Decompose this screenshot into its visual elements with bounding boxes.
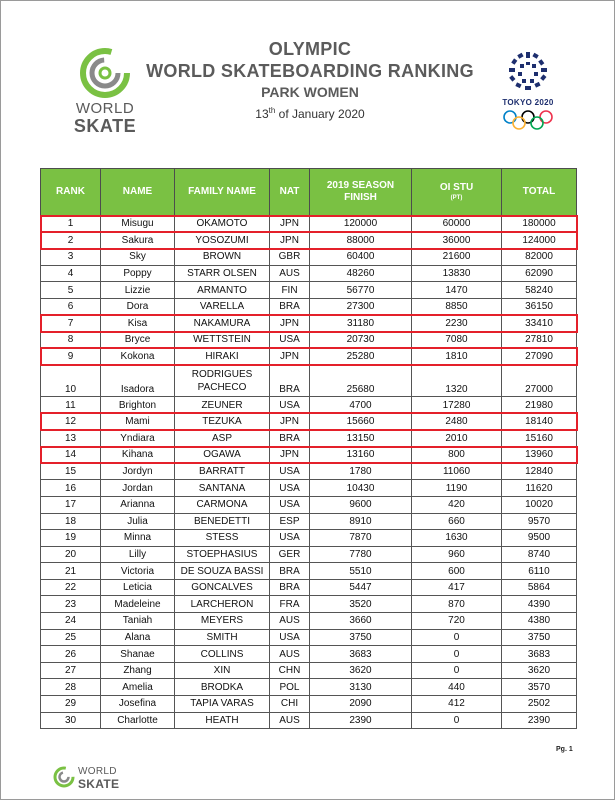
cell-oi-stu: 440 [412, 679, 502, 696]
cell-rank: 9 [41, 348, 101, 365]
cell-name: Jordan [101, 480, 175, 497]
cell-rank: 24 [41, 613, 101, 630]
cell-family-name: STARR OLSEN [175, 265, 270, 282]
ranking-table [40, 168, 577, 729]
cell-season-finish: 120000 [310, 216, 412, 233]
cell-nat: USA [270, 629, 310, 646]
cell-oi-stu: 8850 [412, 298, 502, 315]
cell-nat: AUS [270, 646, 310, 663]
cell-name: Amelia [101, 679, 175, 696]
cell-season-finish: 1780 [310, 463, 412, 480]
table-row [41, 563, 577, 580]
table-row [41, 662, 577, 679]
cell-season-finish: 7780 [310, 546, 412, 563]
cell-family-name: BROWN [175, 249, 270, 266]
cell-season-finish: 31180 [310, 315, 412, 332]
cell-season-finish: 48260 [310, 265, 412, 282]
cell-total: 10020 [502, 496, 577, 513]
table-row [41, 232, 577, 249]
table-row [41, 613, 577, 630]
cell-family-name: YOSOZUMI [175, 232, 270, 249]
cell-oi-stu: 412 [412, 696, 502, 713]
table-row [41, 513, 577, 530]
ranking-table-wrap [40, 168, 576, 729]
cell-name: Poppy [101, 265, 175, 282]
table-row [41, 579, 577, 596]
cell-name: Bryce [101, 332, 175, 349]
cell-season-finish: 3660 [310, 613, 412, 630]
cell-oi-stu: 1320 [412, 365, 502, 397]
cell-family-name: VARELLA [175, 298, 270, 315]
cell-oi-stu: 1630 [412, 530, 502, 547]
cell-family-name: OGAWA [175, 447, 270, 464]
cell-family-name: SANTANA [175, 480, 270, 497]
world-skate-logo [60, 45, 150, 140]
footer-logo-skate: SKATE [78, 777, 120, 791]
logo-word-skate: SKATE [73, 116, 137, 136]
header-oi-label: OI STU [439, 182, 474, 193]
cell-oi-stu: 0 [412, 646, 502, 663]
cell-nat: USA [270, 463, 310, 480]
cell-nat: BRA [270, 365, 310, 397]
cell-nat: USA [270, 397, 310, 414]
cell-season-finish: 5510 [310, 563, 412, 580]
cell-nat: JPN [270, 447, 310, 464]
title-olympic: OLYMPIC [268, 39, 352, 59]
cell-season-finish: 13160 [310, 447, 412, 464]
cell-season-finish: 8910 [310, 513, 412, 530]
cell-total: 9500 [502, 530, 577, 547]
cell-rank: 6 [41, 298, 101, 315]
cell-name: Sakura [101, 232, 175, 249]
cell-family-name: NAKAMURA [175, 315, 270, 332]
cell-total: 6110 [502, 563, 577, 580]
cell-total: 15160 [502, 430, 577, 447]
cell-total: 36150 [502, 298, 577, 315]
cell-season-finish: 3750 [310, 629, 412, 646]
table-row [41, 216, 577, 233]
cell-oi-stu: 60000 [412, 216, 502, 233]
cell-total: 3570 [502, 679, 577, 696]
cell-season-finish: 88000 [310, 232, 412, 249]
cell-oi-stu: 21600 [412, 249, 502, 266]
cell-name: Julia [101, 513, 175, 530]
cell-season-finish: 60400 [310, 249, 412, 266]
cell-oi-stu: 1810 [412, 348, 502, 365]
cell-family-name: COLLINS [175, 646, 270, 663]
cell-nat: CHI [270, 696, 310, 713]
cell-name: Lizzie [101, 282, 175, 299]
table-row [41, 282, 577, 299]
cell-season-finish: 2390 [310, 712, 412, 729]
cell-total: 4390 [502, 596, 577, 613]
cell-name: Mami [101, 413, 175, 430]
cell-family-name: WETTSTEIN [175, 332, 270, 349]
table-row [41, 249, 577, 266]
cell-oi-stu: 17280 [412, 397, 502, 414]
cell-nat: JPN [270, 315, 310, 332]
cell-name: Shanae [101, 646, 175, 663]
cell-total: 5864 [502, 579, 577, 596]
cell-season-finish: 13150 [310, 430, 412, 447]
cell-name: Brighton [101, 397, 175, 414]
table-header-row [41, 169, 577, 216]
cell-name: Victoria [101, 563, 175, 580]
cell-season-finish: 4700 [310, 397, 412, 414]
cell-nat: USA [270, 480, 310, 497]
cell-name: Jordyn [101, 463, 175, 480]
cell-nat: JPN [270, 216, 310, 233]
cell-rank: 8 [41, 332, 101, 349]
cell-oi-stu: 1190 [412, 480, 502, 497]
cell-nat: CHN [270, 662, 310, 679]
world-skate-swirl-icon [60, 45, 150, 101]
cell-family-name: BRODKA [175, 679, 270, 696]
cell-nat: USA [270, 496, 310, 513]
cell-rank: 11 [41, 397, 101, 414]
cell-oi-stu: 800 [412, 447, 502, 464]
cell-nat: BRA [270, 298, 310, 315]
cell-oi-stu: 600 [412, 563, 502, 580]
cell-rank: 28 [41, 679, 101, 696]
cell-season-finish: 9600 [310, 496, 412, 513]
cell-rank: 19 [41, 530, 101, 547]
cell-oi-stu: 960 [412, 546, 502, 563]
cell-rank: 20 [41, 546, 101, 563]
cell-name: Leticia [101, 579, 175, 596]
cell-total: 13960 [502, 447, 577, 464]
tokyo-2020-logo [492, 50, 564, 135]
tokyo-2020-text: TOKYO 2020 [502, 98, 554, 107]
cell-nat: BRA [270, 579, 310, 596]
cell-name: Charlotte [101, 712, 175, 729]
cell-name: Sky [101, 249, 175, 266]
cell-oi-stu: 2010 [412, 430, 502, 447]
cell-total: 62090 [502, 265, 577, 282]
cell-rank: 23 [41, 596, 101, 613]
cell-family-name: STESS [175, 530, 270, 547]
cell-rank: 15 [41, 463, 101, 480]
cell-season-finish: 2090 [310, 696, 412, 713]
cell-rank: 29 [41, 696, 101, 713]
cell-season-finish: 56770 [310, 282, 412, 299]
cell-name: Minna [101, 530, 175, 547]
cell-total: 9570 [502, 513, 577, 530]
table-row [41, 546, 577, 563]
cell-oi-stu: 36000 [412, 232, 502, 249]
cell-nat: BRA [270, 563, 310, 580]
cell-total: 33410 [502, 315, 577, 332]
olympic-rings-icon [492, 110, 564, 130]
date-suffix-sup: th [268, 106, 276, 115]
cell-rank: 30 [41, 712, 101, 729]
cell-season-finish: 27300 [310, 298, 412, 315]
cell-oi-stu: 660 [412, 513, 502, 530]
header-nat: NAT [270, 169, 310, 216]
table-row [41, 496, 577, 513]
header-name: NAME [101, 169, 175, 216]
cell-rank: 17 [41, 496, 101, 513]
cell-total: 21980 [502, 397, 577, 414]
cell-rank: 2 [41, 232, 101, 249]
cell-season-finish: 3620 [310, 662, 412, 679]
cell-total: 180000 [502, 216, 577, 233]
cell-name: Kihana [101, 447, 175, 464]
table-row [41, 315, 577, 332]
cell-oi-stu: 720 [412, 613, 502, 630]
title-block [140, 38, 480, 123]
footer-world-skate-logo [52, 763, 132, 793]
table-row [41, 712, 577, 729]
cell-family-name: BARRATT [175, 463, 270, 480]
cell-name: Isadora [101, 365, 175, 397]
cell-rank: 26 [41, 646, 101, 663]
cell-family-name: BENEDETTI [175, 513, 270, 530]
cell-rank: 3 [41, 249, 101, 266]
cell-name: Taniah [101, 613, 175, 630]
header-family-name: FAMILY NAME [175, 169, 270, 216]
cell-oi-stu: 1470 [412, 282, 502, 299]
cell-family-name: SMITH [175, 629, 270, 646]
table-row [41, 696, 577, 713]
table-row [41, 397, 577, 414]
cell-name: Kisa [101, 315, 175, 332]
cell-name: Kokona [101, 348, 175, 365]
cell-total: 124000 [502, 232, 577, 249]
cell-family-name: DE SOUZA BASSI [175, 563, 270, 580]
table-row [41, 629, 577, 646]
cell-oi-stu: 0 [412, 662, 502, 679]
cell-family-name: TEZUKA [175, 413, 270, 430]
cell-oi-stu: 7080 [412, 332, 502, 349]
cell-season-finish: 20730 [310, 332, 412, 349]
cell-season-finish: 3683 [310, 646, 412, 663]
cell-family-name: OKAMOTO [175, 216, 270, 233]
cell-family-name: ZEUNER [175, 397, 270, 414]
table-row [41, 679, 577, 696]
cell-name: Madeleine [101, 596, 175, 613]
cell-oi-stu: 2230 [412, 315, 502, 332]
cell-rank: 13 [41, 430, 101, 447]
cell-name: Dora [101, 298, 175, 315]
cell-family-name: XIN [175, 662, 270, 679]
cell-total: 2502 [502, 696, 577, 713]
cell-nat: FRA [270, 596, 310, 613]
cell-rank: 25 [41, 629, 101, 646]
subtitle-park-women: PARK WOMEN [261, 84, 359, 100]
table-row [41, 596, 577, 613]
cell-season-finish: 10430 [310, 480, 412, 497]
header-oi-sub: (PT) [450, 195, 463, 201]
cell-total: 27810 [502, 332, 577, 349]
cell-nat: JPN [270, 232, 310, 249]
cell-season-finish: 3130 [310, 679, 412, 696]
cell-family-name: HIRAKI [175, 348, 270, 365]
cell-family-name: TAPIA VARAS [175, 696, 270, 713]
date-day: 13 [255, 107, 269, 121]
cell-rank: 27 [41, 662, 101, 679]
cell-nat: AUS [270, 265, 310, 282]
table-row [41, 430, 577, 447]
cell-oi-stu: 870 [412, 596, 502, 613]
cell-total: 82000 [502, 249, 577, 266]
cell-family-name: MEYERS [175, 613, 270, 630]
cell-season-finish: 15660 [310, 413, 412, 430]
table-row [41, 480, 577, 497]
logo-word-world: WORLD [75, 100, 135, 117]
cell-rank: 1 [41, 216, 101, 233]
cell-nat: ESP [270, 513, 310, 530]
footer-logo-world: WORLD [78, 766, 117, 777]
cell-total: 3620 [502, 662, 577, 679]
cell-name: Misugu [101, 216, 175, 233]
cell-total: 58240 [502, 282, 577, 299]
cell-nat: GER [270, 546, 310, 563]
cell-nat: JPN [270, 413, 310, 430]
tokyo-2020-emblem-icon [492, 50, 564, 98]
cell-rank: 22 [41, 579, 101, 596]
cell-season-finish: 25680 [310, 365, 412, 397]
cell-name: Yndiara [101, 430, 175, 447]
header-total: TOTAL [502, 169, 577, 216]
cell-total: 3683 [502, 646, 577, 663]
cell-name: Josefina [101, 696, 175, 713]
cell-season-finish: 5447 [310, 579, 412, 596]
cell-total: 2390 [502, 712, 577, 729]
cell-family-name: RODRIGUES PACHECO [175, 365, 270, 397]
cell-rank: 18 [41, 513, 101, 530]
cell-family-name: GONCALVES [175, 579, 270, 596]
cell-total: 11620 [502, 480, 577, 497]
header-season: 2019 SEASON FINISH [310, 169, 412, 216]
cell-nat: USA [270, 332, 310, 349]
date-rest: of January 2020 [275, 107, 365, 121]
cell-total: 27090 [502, 348, 577, 365]
table-row [41, 447, 577, 464]
cell-season-finish: 25280 [310, 348, 412, 365]
cell-family-name: CARMONA [175, 496, 270, 513]
cell-total: 18140 [502, 413, 577, 430]
header-oi-stu [412, 169, 502, 216]
cell-nat: AUS [270, 613, 310, 630]
table-row [41, 348, 577, 365]
cell-family-name: LARCHERON [175, 596, 270, 613]
cell-nat: GBR [270, 249, 310, 266]
cell-family-name: HEATH [175, 712, 270, 729]
cell-name: Zhang [101, 662, 175, 679]
table-row [41, 298, 577, 315]
cell-oi-stu: 0 [412, 629, 502, 646]
cell-oi-stu: 0 [412, 712, 502, 729]
table-row [41, 463, 577, 480]
cell-name: Arianna [101, 496, 175, 513]
cell-rank: 7 [41, 315, 101, 332]
cell-name: Lilly [101, 546, 175, 563]
title-ranking: WORLD SKATEBOARDING RANKING [146, 61, 474, 81]
cell-total: 4380 [502, 613, 577, 630]
table-row [41, 332, 577, 349]
table-row [41, 646, 577, 663]
cell-oi-stu: 417 [412, 579, 502, 596]
cell-total: 8740 [502, 546, 577, 563]
cell-season-finish: 3520 [310, 596, 412, 613]
ranking-date [140, 102, 480, 123]
table-row [41, 413, 577, 430]
page-number: Pg. 1 [556, 746, 573, 753]
cell-rank: 16 [41, 480, 101, 497]
header-rank: RANK [41, 169, 101, 216]
cell-rank: 4 [41, 265, 101, 282]
cell-oi-stu: 13830 [412, 265, 502, 282]
cell-rank: 10 [41, 365, 101, 397]
table-row [41, 365, 577, 397]
table-row [41, 530, 577, 547]
table-row [41, 265, 577, 282]
footer-swirl-icon [52, 765, 76, 789]
cell-family-name: STOEPHASIUS [175, 546, 270, 563]
cell-nat: USA [270, 530, 310, 547]
cell-rank: 12 [41, 413, 101, 430]
cell-total: 3750 [502, 629, 577, 646]
cell-total: 12840 [502, 463, 577, 480]
cell-rank: 5 [41, 282, 101, 299]
cell-name: Alana [101, 629, 175, 646]
cell-nat: FIN [270, 282, 310, 299]
cell-season-finish: 7870 [310, 530, 412, 547]
cell-family-name: ASP [175, 430, 270, 447]
cell-nat: POL [270, 679, 310, 696]
cell-nat: JPN [270, 348, 310, 365]
cell-rank: 14 [41, 447, 101, 464]
cell-nat: BRA [270, 430, 310, 447]
table-body [41, 216, 577, 729]
cell-oi-stu: 2480 [412, 413, 502, 430]
cell-oi-stu: 11060 [412, 463, 502, 480]
cell-nat: AUS [270, 712, 310, 729]
cell-family-name: ARMANTO [175, 282, 270, 299]
cell-rank: 21 [41, 563, 101, 580]
cell-total: 27000 [502, 365, 577, 397]
cell-oi-stu: 420 [412, 496, 502, 513]
